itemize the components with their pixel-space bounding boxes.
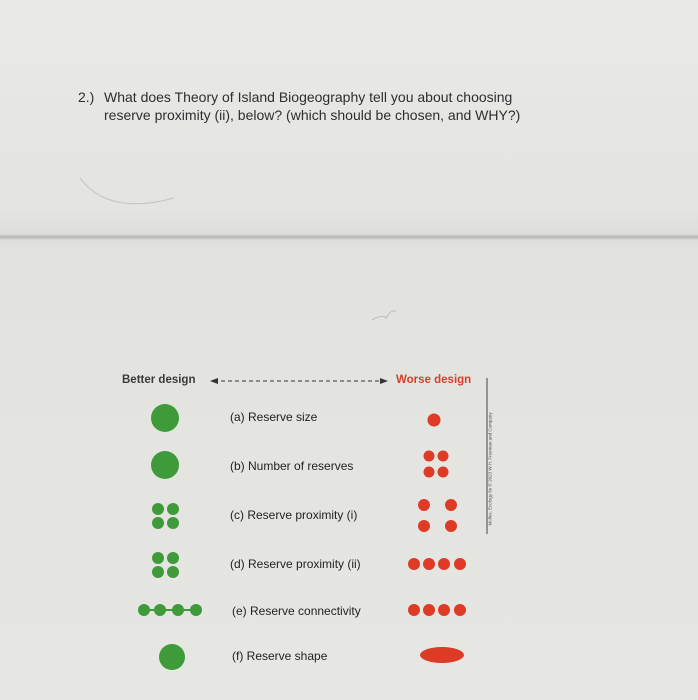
bad-b-many-reserves <box>424 451 449 478</box>
row-b-label: (b) Number of reserves <box>230 459 354 473</box>
row-d-label: (d) Reserve proximity (ii) <box>230 557 361 571</box>
good-c-clustered-reserves <box>152 503 179 529</box>
good-b-single-reserve <box>151 451 179 479</box>
figure-credit-text: Molles, Ecology 8e © 2023 W.H. Freeman and Company <box>487 412 493 526</box>
row-e-label: (e) Reserve connectivity <box>232 604 361 618</box>
row-a-label: (a) Reserve size <box>230 410 318 424</box>
question-line-1: What does Theory of Island Biogeography tell you about choosing <box>104 89 513 105</box>
good-a-large-reserve <box>151 404 179 432</box>
row-c-label: (c) Reserve proximity (i) <box>230 508 358 522</box>
good-f-round-reserve <box>159 644 185 670</box>
bad-a-small-reserve <box>428 414 441 427</box>
good-e-connected-reserves <box>138 604 202 616</box>
bad-f-elongated-reserve <box>420 647 464 663</box>
better-design-label: Better design <box>122 374 196 386</box>
row-f-label: (f) Reserve shape <box>232 649 328 663</box>
figure-credit <box>481 382 493 532</box>
bad-c-spread-reserves <box>418 499 457 532</box>
design-arrow <box>210 378 388 384</box>
good-d-clustered-reserves <box>152 552 179 578</box>
question-number: 2.) <box>78 89 95 105</box>
bad-e-unconnected-reserves <box>408 604 466 616</box>
bad-d-linear-reserves <box>408 558 466 570</box>
worse-design-label: Worse design <box>396 374 472 386</box>
question-line-2: reserve proximity (ii), below? (which should be chosen, and WHY?) <box>104 107 521 123</box>
